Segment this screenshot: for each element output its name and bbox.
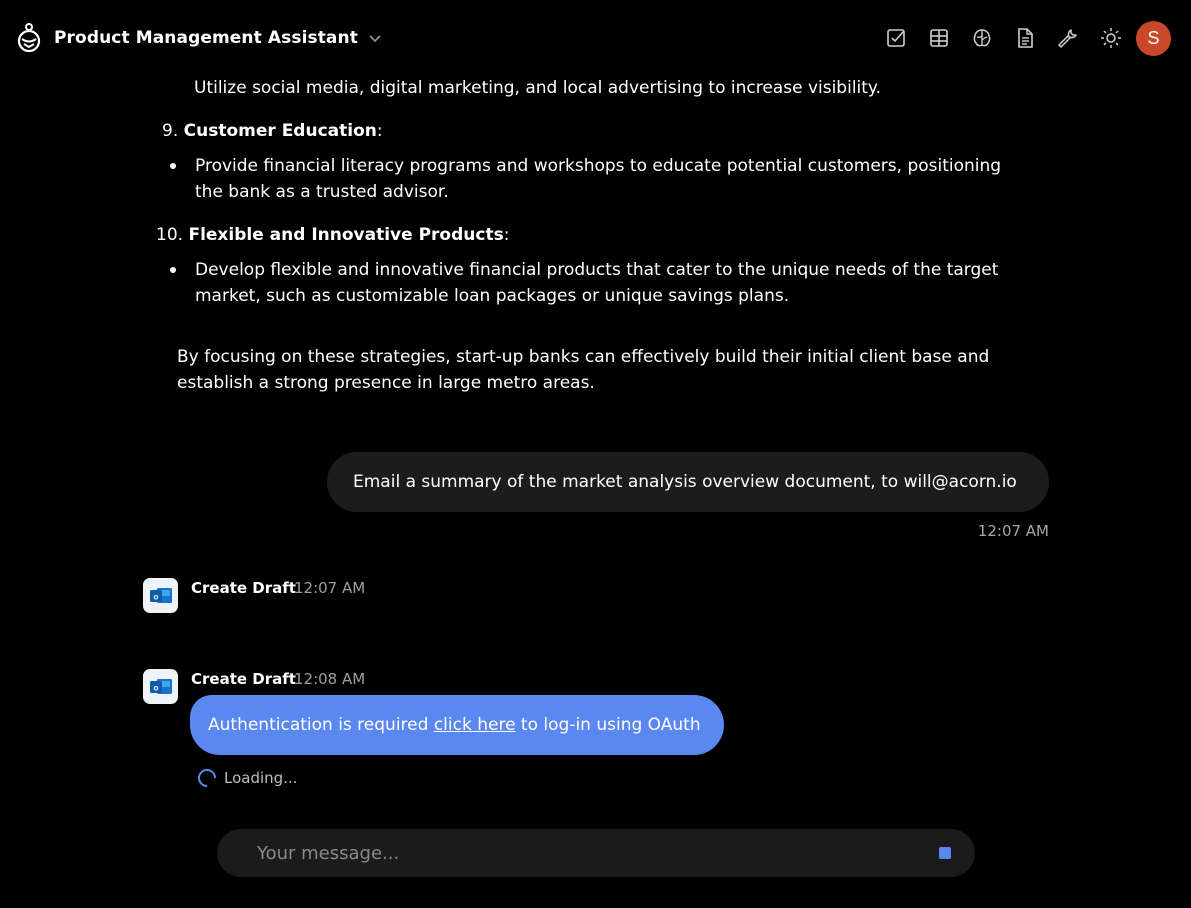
table-icon[interactable] — [928, 27, 950, 49]
tool-call-time: 12:08 AM — [294, 670, 366, 688]
user-message-text: Email a summary of the market analysis overview document, to will@acorn.io — [353, 472, 1017, 492]
list-item-title: Flexible and Innovative Products — [188, 225, 504, 245]
auth-required-bubble — [190, 695, 724, 755]
list-item-10-bullet — [170, 257, 1030, 309]
message-input[interactable] — [217, 829, 939, 877]
stop-generation-button[interactable] — [939, 847, 951, 859]
auth-text-before: Authentication is required — [208, 715, 434, 735]
list-item-9-heading — [162, 118, 383, 144]
user-avatar[interactable]: S — [1136, 21, 1171, 56]
loading-text: Loading... — [224, 769, 298, 787]
chevron-down-icon[interactable] — [368, 31, 382, 45]
bullet-dot — [170, 163, 176, 169]
app-title[interactable]: Product Management Assistant — [54, 28, 358, 48]
list-item-9-bullet — [170, 153, 1030, 205]
user-message-bubble — [327, 452, 1049, 512]
bullet-text: Provide financial literacy programs and workshops to educate potential customers, positioning the bank as a trusted advisor. — [195, 156, 1002, 202]
brain-icon[interactable] — [971, 27, 993, 49]
response-lead-line: Utilize social media, digital marketing, and local advertising to increase visibility. — [194, 78, 881, 98]
loading-indicator — [198, 769, 297, 787]
tool-call-time: 12:07 AM — [294, 579, 366, 597]
outlook-icon — [143, 669, 178, 704]
outlook-icon — [143, 578, 178, 613]
svg-text:o: o — [153, 592, 158, 601]
auth-text-after: to log-in using OAuth — [515, 715, 701, 735]
checkbox-icon[interactable] — [885, 27, 907, 49]
header-bar — [0, 0, 1191, 76]
document-icon[interactable] — [1014, 27, 1036, 49]
list-item-colon: : — [376, 121, 383, 141]
wrench-icon[interactable] — [1057, 27, 1079, 49]
spinner-icon — [194, 765, 219, 790]
list-item-number: 9. — [162, 121, 179, 141]
sun-icon[interactable] — [1100, 27, 1122, 49]
header-toolbar — [885, 27, 1122, 49]
bullet-text: Develop flexible and innovative financial products that cater to the unique needs of the target market, such as customizable loan packages or unique savings plans. — [195, 260, 999, 306]
list-item-colon: : — [503, 225, 510, 245]
response-closing: By focusing on these strategies, start-up banks can effectively build their initial client base and establish a strong presence in large metro areas. — [177, 347, 990, 393]
user-message-time: 12:07 AM — [977, 522, 1049, 540]
tool-call-name: Create Draft — [191, 670, 296, 688]
list-item-title: Customer Education — [183, 121, 377, 141]
message-composer — [217, 829, 975, 877]
bullet-dot — [170, 267, 176, 273]
tool-call-name: Create Draft — [191, 579, 296, 597]
list-item-10-heading — [156, 222, 509, 248]
svg-text:o: o — [153, 683, 158, 692]
oauth-login-link[interactable]: click here — [433, 715, 516, 735]
list-item-number: 10. — [156, 225, 184, 245]
app-logo-icon[interactable] — [14, 21, 44, 55]
